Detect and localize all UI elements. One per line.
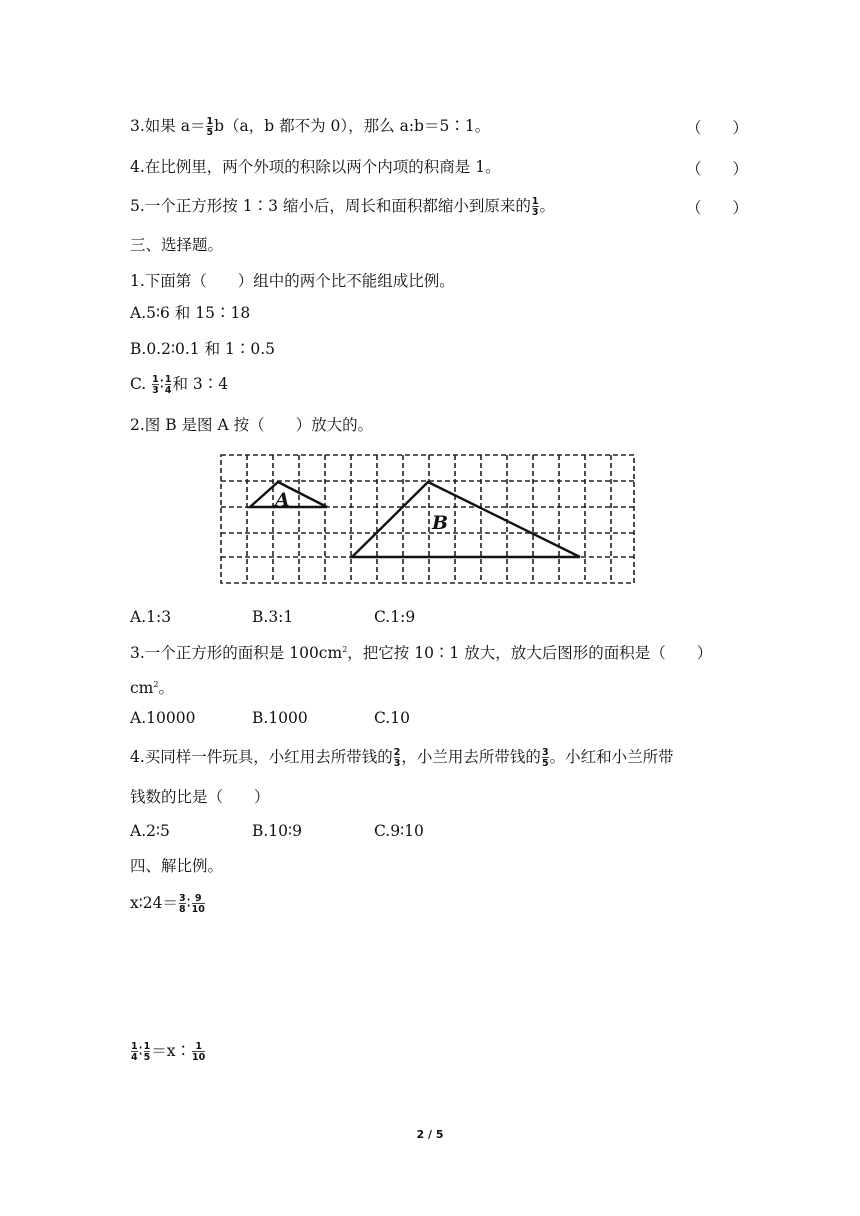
judge-q3: 3.如果 a＝ $\frac{1}{5}$ b（a，b 都不为 0），那么 a:b＝5∶1。 [130,116,491,138]
fraction: $\frac{3}{5}$ [541,747,549,769]
choice-q1-option-a[interactable]: A.5∶6 和 15∶18 [130,304,251,322]
dashed-grid [221,455,634,583]
answer-paren-q5[interactable]: （ ） [686,199,749,217]
choice-q4-stem-line2: 钱数的比是（ ） [130,788,270,806]
choice-q4-option-a[interactable]: A.2∶5 [130,822,170,840]
fraction: $\frac{1}{3}$ [531,196,539,218]
choice-q4-option-c[interactable]: C.9∶10 [374,822,424,840]
fraction: $\frac{2}{3}$ [393,747,401,769]
choice-q3-stem: 3.一个正方形的面积是 $100cm^2$，把它按 10∶1 放大，放大后图形的面积是（ ） [130,644,713,663]
fraction: $\frac{3}{8}$ [179,893,186,915]
choice-q4-options [130,821,424,841]
choice-q2-options [130,607,415,627]
choice-q3-option-a[interactable]: A.10000 [130,709,196,727]
choice-q1-option-b[interactable]: B.0.2∶0.1 和 1∶0.5 [130,340,276,358]
choice-q2-stem: 2.图 B 是图 A 按（ ）放大的。 [130,416,374,434]
choice-q3-option-c[interactable]: C.10 [374,709,410,727]
fraction: $\frac{1}{4}$ [131,1041,138,1063]
grid-triangle-figure [219,453,637,587]
triangle-b-label: B [432,512,449,534]
proportion-equation-2: $\frac{1}{4}$ ∶ $\frac{1}{5}$ ＝x∶ $\frac{1}{10}$ [131,1041,206,1063]
choice-q3-option-b[interactable]: B.1000 [252,709,308,727]
answer-paren-q4[interactable]: （ ） [686,160,749,178]
section-3-heading: 三、选择题。 [130,236,224,254]
judge-q5: 5.一个正方形按 1∶3 缩小后，周长和面积都缩小到原来的 $\frac{1}{3}$ 。 [130,196,556,218]
fraction: $\frac{1}{5}$ [206,116,214,138]
choice-q2-option-c[interactable]: C.1:9 [374,608,416,626]
choice-q2-option-a[interactable]: A.1:3 [130,608,172,626]
choice-q4-option-b[interactable]: B.10∶9 [252,822,302,840]
fraction: $\frac{9}{10}$ [191,893,205,915]
choice-q3-options [130,708,410,728]
answer-paren-q3[interactable]: （ ） [686,119,749,137]
fraction: $\frac{1}{3}$ [152,374,159,396]
section-4-heading: 四、解比例。 [130,857,224,875]
choice-q1-stem: 1.下面第（ ）组中的两个比不能组成比例。 [130,272,455,290]
judge-q4: 4.在比例里，两个外项的积除以两个内项的积商是 1。 [130,158,501,176]
triangle-b [352,482,580,557]
fraction: $\frac{1}{5}$ [143,1041,151,1063]
choice-q3-unit: $cm^2$。 [130,679,174,698]
choice-q1-option-c[interactable]: C. $\frac{1}{3}$ ∶ $\frac{1}{4}$ 和 3∶4 [130,374,229,396]
choice-q4-stem: 4.买同样一件玩具，小红用去所带钱的 $\frac{2}{3}$ ，小兰用去所带钱的 $\frac{3}{5}$ 。小红和小兰所带 [130,747,674,769]
fraction: $\frac{1}{10}$ [192,1041,206,1063]
fraction: $\frac{1}{4}$ [164,374,172,396]
choice-q2-option-b[interactable]: B.3:1 [252,608,294,626]
triangle-a-label: A [275,489,290,511]
proportion-equation-1: x∶24＝ $\frac{3}{8}$ ∶ $\frac{9}{10}$ [130,893,205,915]
page-number: 2 / 5 [416,1128,444,1141]
